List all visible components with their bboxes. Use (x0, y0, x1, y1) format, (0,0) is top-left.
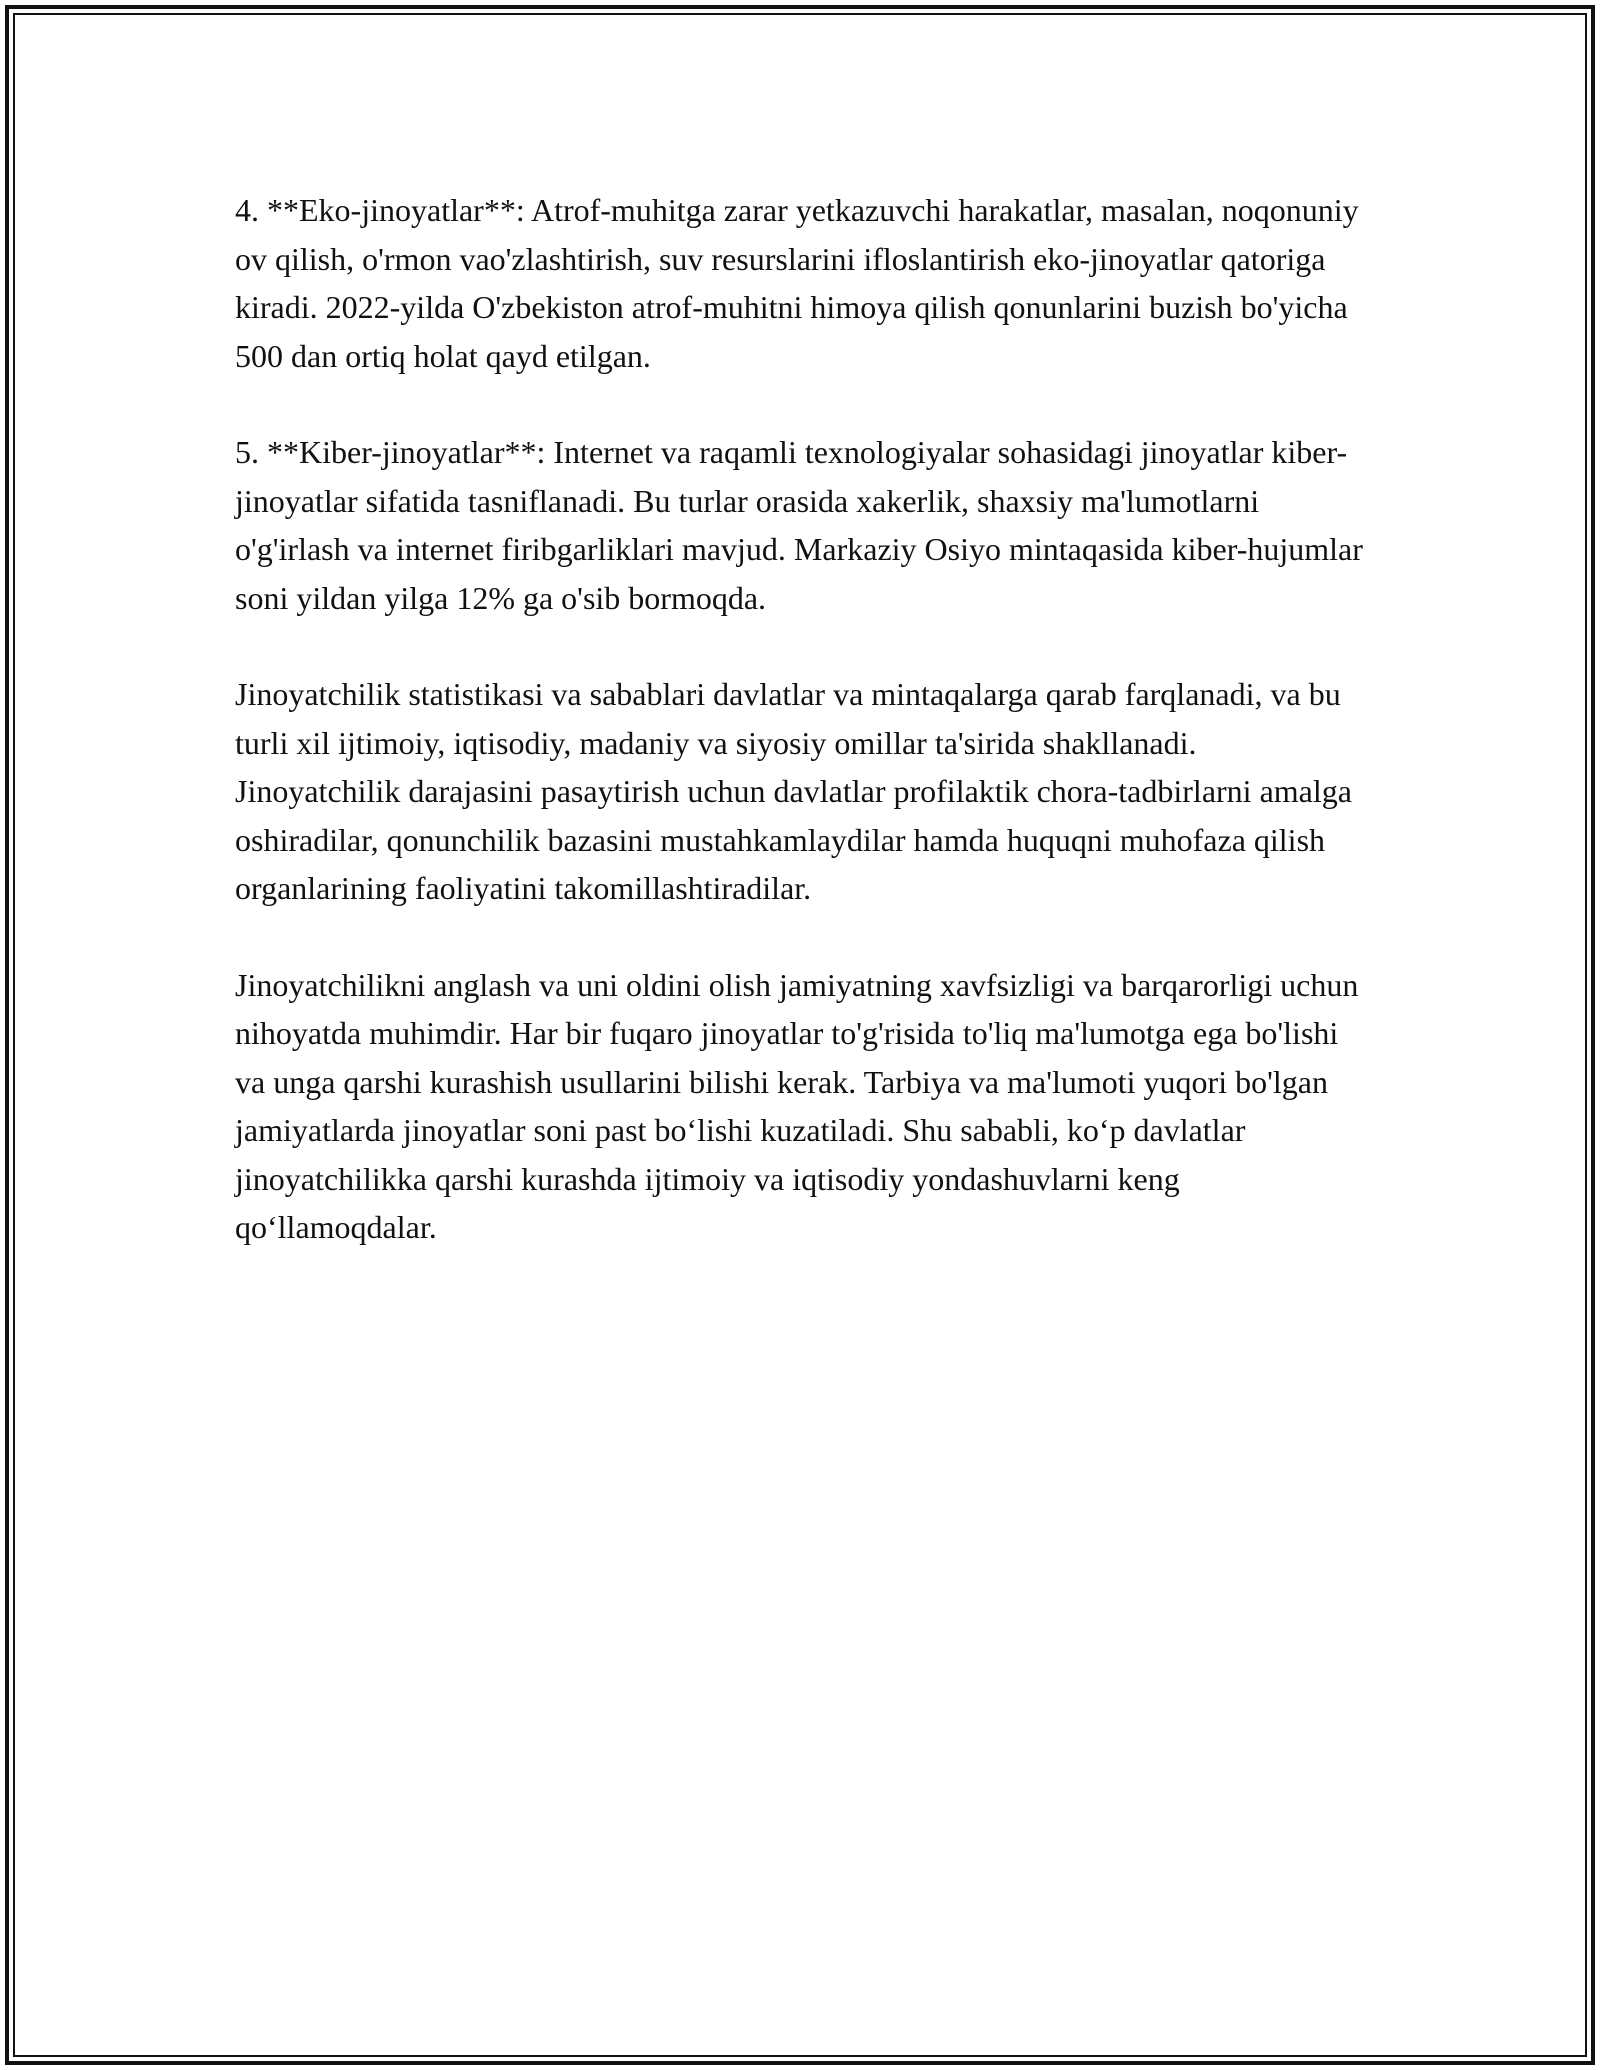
paragraph-eco-crimes: 4. **Eko-jinoyatlar**: Atrof-muhitga zarar yetkazuvchi harakatlar, masalan, noqonuniy ov qilish, o'rmon vao'zlashtirish, suv resurslarini ifloslantirish eko-jinoyatlar qatoriga kiradi. 2022-yilda O'zbekiston atrof-muhitni himoya qilish qonunlarini buzish bo'yicha 500 dan ortiq holat qayd etilgan. (235, 192, 1359, 374)
paragraph-cyber-crimes: 5. **Kiber-jinoyatlar**: Internet va raqamli texnologiyalar sohasidagi jinoyatlar kiber-jinoyatlar sifatida tasniflanadi. Bu turlar orasida xakerlik, shaxsiy ma'lumotlarni o'g'irlash va internet firibgarliklari mavjud. Markaziy Osiyo mintaqasida kiber-hujumlar soni yildan yilga 12% ga o'sib bormoqda. (235, 434, 1363, 616)
paragraph-crime-prevention: Jinoyatchilikni anglash va uni oldini olish jamiyatning xavfsizligi va barqarorligi uchun nihoyatda muhimdir. Har bir fuqaro jinoyatlar to'g'risida to'liq ma'lumotga ega bo'lishi va unga qarshi kurashish usullarini bilishi kerak. Tarbiya va ma'lumoti yuqori bo'lgan jamiyatlarda jinoyatlar soni past bo‘lishi kuzatiladi. Shu sababli, ko‘p davlatlar jinoyatchilikka qarshi kurashda ijtimoiy va iqtisodiy yondashuvlarni keng qo‘llamoqdalar. (235, 966, 1359, 1245)
paragraph-crime-statistics: Jinoyatchilik statistikasi va sabablari davlatlar va mintaqalarga qarab farqlanadi, va bu turli xil ijtimoiy, iqtisodiy, madaniy va siyosiy omillar ta'sirida shakllanadi. Jinoyatchilik darajasini pasaytirish uchun davlatlar profilaktik chora-tadbirlarni amalga oshiradilar, qonunchilik bazasini mustahkamlaydilar hamda huquqni muhofaza qilish organlarining faoliyatini takomillashtiradilar. (235, 676, 1352, 906)
document-body (235, 186, 1365, 1300)
